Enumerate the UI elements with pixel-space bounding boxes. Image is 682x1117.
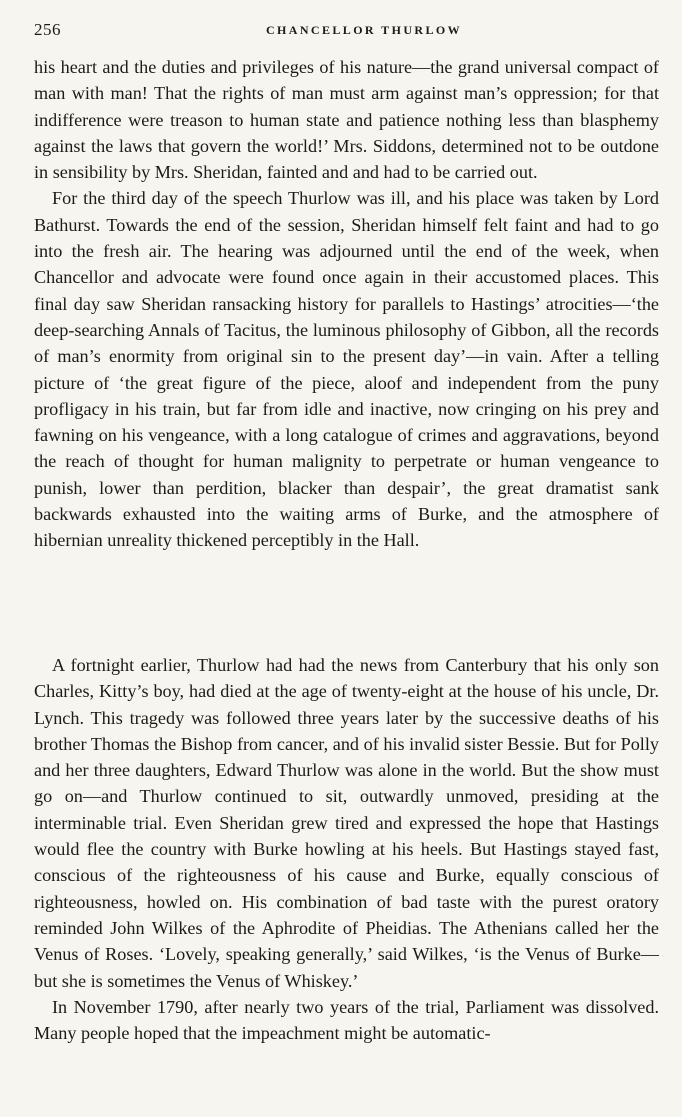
paragraph-november-1790: In November 1790, after nearly two years of the trial, Parliament was dissolved. Many people hoped that the impeachment might be automatic- xyxy=(34,996,659,1044)
paragraph-third-day: For the third day of the speech Thurlow was ill, and his place was taken by Lord Bathurst. Towards the end of the session, Sheridan himself felt faint and had to go into the fresh air. The hearing was adjourned until the end of the week, when Chancellor and advocate were found once again in their accustomed places. This final day saw Sheridan ransacking history for parallels to Hastings’ atrocities—‘the deep-searching Annals of Tacitus, the luminous philosophy of Gibbon, all the records of man’s enormity from original sin to the present day’—in vain. After a telling picture of ‘the great figure of the piece, aloof and independent from the puny profligacy in his train, but far from idle and inactive, now cringing on his prey and fawning on his vengeance, with a long catalogue of crimes and aggravations, beyond the reach of thought for human malignity to perpetrate or human vengeance to punish, lower than perdition, blacker than despair’, the great dramatist sank backwards exhausted into the waiting arms of Burke, and the atmosphere of hibernian unreality thickened perceptibly in the Hall. xyxy=(34,188,659,551)
paragraph-continued: his heart and the duties and privileges of his nature—the grand universal compact of man with man! That the rights of man must arm against man’s oppression; for that indifference were treason to human state and patience nothing less than blasphemy against the laws that govern the world!’ Mrs. Siddons, determined not to be outdone in sensibility by Mrs. Sheridan, fainted and and had to be carried out. xyxy=(34,57,659,183)
running-head-title: CHANCELLOR THURLOW xyxy=(265,23,462,37)
text-block-upper xyxy=(34,54,659,554)
text-block-lower xyxy=(34,652,659,1046)
page-number: 256 xyxy=(34,20,61,39)
running-head xyxy=(34,20,658,42)
paragraph-fortnight-earlier: A fortnight earlier, Thurlow had had the news from Canterbury that his only son Charles, Kitty’s boy, had died at the age of twenty-eight at the house of his uncle, Dr. Lynch. This tragedy was followed three years later by the successive deaths of his brother Thomas the Bishop from cancer, and of his invalid sister Bessie. But for Polly and her three daughters, Edward Thurlow was alone in the world. But the show must go on—and Thurlow continued to sit, outwardly unmoved, presiding at the interminable trial. Even Sheridan grew tired and expressed the hope that Hastings would flee the country with Burke howling at his heels. But Hastings stayed fast, conscious of the righteousness of his cause and Burke, equally conscious of righteousness, howled on. His combination of bad taste with the purest oratory reminded John Wilkes of the Aphrodite of Pheidias. The Athenians called her the Venus of Roses. ‘Lovely, speaking generally,’ said Wilkes, ‘is the Venus of Burke—but she is sometimes the Venus of Whiskey.’ xyxy=(34,655,659,991)
